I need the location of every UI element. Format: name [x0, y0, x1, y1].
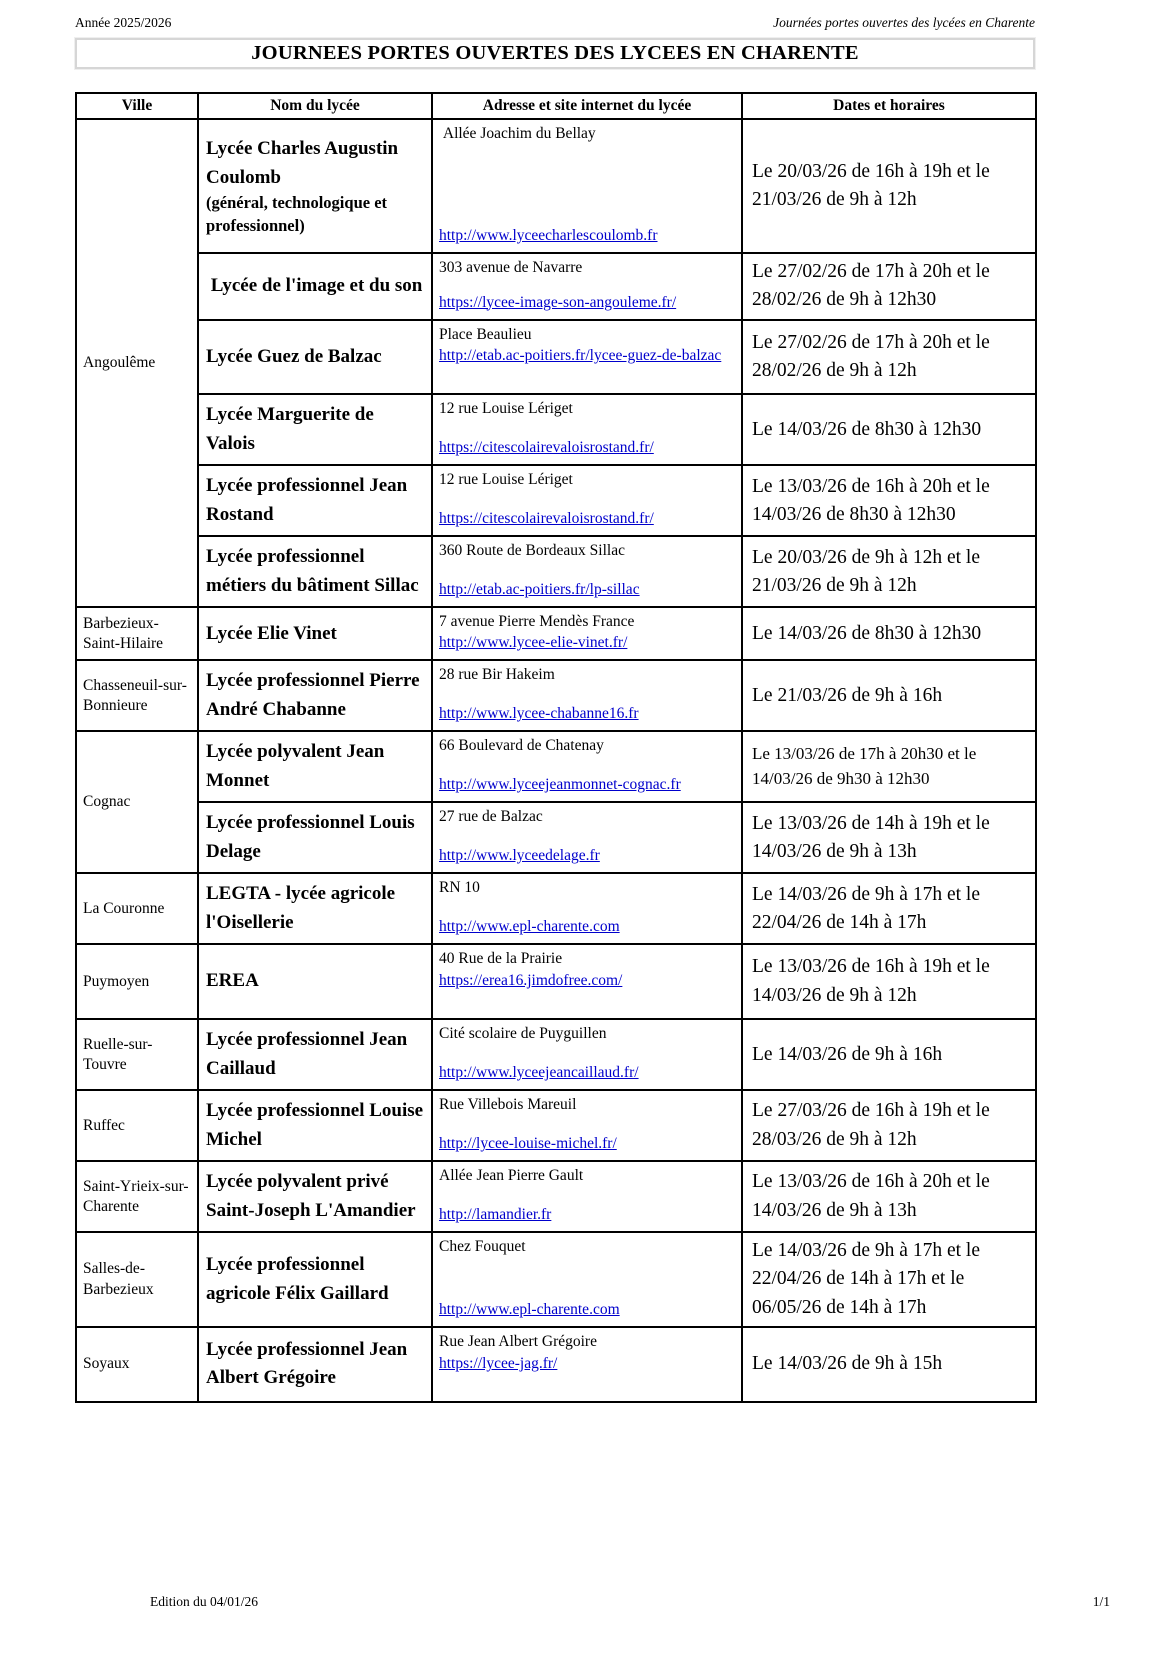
lycee-name: LEGTA - lycée agricole l'Oisellerie [206, 883, 396, 933]
ville-cell: Cognac [76, 731, 198, 873]
school-year-label: Année 2025/2026 [75, 15, 172, 30]
address-line: Rue Jean Albert Grégoire [439, 1332, 597, 1350]
website-link[interactable]: http://www.epl-charente.com [439, 918, 620, 936]
page-footer [150, 1594, 1110, 1610]
lycee-name: Lycée professionnel agricole Félix Gaillard [206, 1254, 389, 1304]
dates-cell: Le 14/03/26 de 9h à 17h et le 22/04/26 de 14h à 17h et le 06/05/26 de 14h à 17h [742, 1232, 1036, 1327]
lycee-name: Lycée de l'image et du son [206, 275, 423, 297]
lycee-name-cell [198, 465, 432, 536]
table-row [76, 253, 1036, 320]
address-cell [432, 253, 742, 320]
table-row [76, 660, 1036, 731]
address-cell [432, 536, 742, 607]
dates-cell: Le 14/03/26 de 9h à 16h [742, 1019, 1036, 1090]
website-link[interactable]: http://www.lyceedelage.fr [439, 847, 600, 865]
website-link[interactable]: http://etab.ac-poitiers.fr/lp-sillac [439, 581, 640, 599]
address-cell [432, 1090, 742, 1161]
address-line: 303 avenue de Navarre [439, 259, 583, 276]
page-title: JOURNEES PORTES OUVERTES DES LYCEES EN CHARENTE [251, 42, 859, 64]
website-link[interactable]: http://etab.ac-poitiers.fr/lycee-guez-de-balzac [439, 347, 722, 365]
col-header-adresse: Adresse et site internet du lycée [432, 93, 742, 119]
lycee-name-cell [198, 1232, 432, 1327]
table-row [76, 320, 1036, 395]
running-title: Journées portes ouvertes des lycées en Charente [773, 15, 1035, 30]
ville-cell: Puymoyen [76, 944, 198, 1019]
address-line: Cité scolaire de Puyguillen [439, 1025, 607, 1043]
ville-cell: Angoulême [76, 119, 198, 607]
website-link[interactable]: https://lycee-image-son-angouleme.fr/ [439, 293, 677, 311]
lycee-name-cell [198, 536, 432, 607]
document-page [75, 0, 1110, 1609]
dates-cell: Le 13/03/26 de 16h à 20h et le 14/03/26 de 9h à 13h [742, 1161, 1036, 1232]
website-link[interactable]: http://www.lycee-chabanne16.fr [439, 705, 639, 723]
website-link[interactable]: https://citescolairevaloisrostand.fr/ [439, 439, 654, 457]
ville-cell: La Couronne [76, 873, 198, 944]
dates-cell: Le 13/03/26 de 17h à 20h30 et le 14/03/26 de 9h30 à 12h30 [742, 731, 1036, 802]
table-row [76, 465, 1036, 536]
table-row [76, 1327, 1036, 1402]
dates-cell: Le 13/03/26 de 14h à 19h et le 14/03/26 de 9h à 13h [742, 802, 1036, 873]
dates-cell: Le 14/03/26 de 8h30 à 12h30 [742, 607, 1036, 660]
website-link[interactable]: https://lycee-jag.fr/ [439, 1354, 558, 1372]
website-link[interactable]: http://lamandier.fr [439, 1206, 552, 1224]
website-link[interactable]: https://citescolairevaloisrostand.fr/ [439, 510, 654, 528]
dates-cell: Le 21/03/26 de 9h à 16h [742, 660, 1036, 731]
address-line: 66 Boulevard de Chatenay [439, 737, 604, 755]
dates-cell: Le 20/03/26 de 16h à 19h et le 21/03/26 de 9h à 12h [742, 119, 1036, 253]
address-cell [432, 394, 742, 465]
address-line: 40 Rue de la Prairie [439, 950, 563, 968]
table-row [76, 607, 1036, 660]
title-box [75, 38, 1035, 69]
lycee-name: Lycée polyvalent Jean Monnet [206, 741, 385, 791]
lycee-name: Lycée Elie Vinet [206, 622, 337, 644]
address-line: Chez Fouquet [439, 1238, 526, 1256]
dates-cell: Le 14/03/26 de 8h30 à 12h30 [742, 394, 1036, 465]
lycee-name: EREA [206, 970, 259, 992]
address-line: 360 Route de Bordeaux Sillac [439, 542, 625, 560]
website-link[interactable]: http://www.epl-charente.com [439, 1301, 620, 1319]
table-header-row [76, 93, 1036, 119]
edition-date: Edition du 04/01/26 [150, 1594, 258, 1609]
ville-cell: Saint-Yrieix-sur-Charente [76, 1161, 198, 1232]
lycee-name: Lycée Guez de Balzac [206, 345, 382, 367]
dates-cell: Le 27/02/26 de 17h à 20h et le 28/02/26 de 9h à 12h30 [742, 253, 1036, 320]
address-cell [432, 802, 742, 873]
table-row [76, 1019, 1036, 1090]
ville-cell: Ruffec [76, 1090, 198, 1161]
lycee-name-cell [198, 320, 432, 395]
page-header [75, 15, 1035, 31]
ville-cell: Barbezieux-Saint-Hilaire [76, 607, 198, 660]
address-line: 12 rue Louise Lériget [439, 471, 573, 489]
address-cell [432, 320, 742, 395]
address-line: RN 10 [439, 879, 480, 897]
lycee-name-cell [198, 253, 432, 320]
address-cell [432, 1019, 742, 1090]
col-header-ville: Ville [76, 93, 198, 119]
table-body [76, 119, 1036, 1402]
address-cell [432, 607, 742, 660]
lycee-name-cell [198, 660, 432, 731]
table-row [76, 1232, 1036, 1327]
address-cell [432, 1161, 742, 1232]
address-line: Rue Villebois Mareuil [439, 1096, 577, 1114]
lycee-name: Lycée professionnel Jean Albert Grégoire [206, 1338, 408, 1389]
address-cell [432, 944, 742, 1019]
lycee-name-cell [198, 731, 432, 802]
lycee-name: Lycée polyvalent privé Saint-Joseph L'Amandier [206, 1171, 416, 1221]
lycee-name-cell [198, 607, 432, 660]
lycee-name-cell [198, 802, 432, 873]
website-link[interactable]: https://erea16.jimdofree.com/ [439, 972, 623, 990]
col-header-dates: Dates et horaires [742, 93, 1036, 119]
website-link[interactable]: http://www.lyceejeancaillaud.fr/ [439, 1064, 639, 1082]
address-line: 27 rue de Balzac [439, 808, 543, 826]
address-cell [432, 465, 742, 536]
lycee-name: Lycée Marguerite de Valois [206, 404, 374, 454]
address-cell [432, 1327, 742, 1402]
dates-cell: Le 13/03/26 de 16h à 19h et le 14/03/26 de 9h à 12h [742, 944, 1036, 1019]
lycee-name-cell [198, 394, 432, 465]
lycee-name-cell [198, 1161, 432, 1232]
lycee-name: Lycée Charles Augustin Coulomb [206, 138, 399, 188]
address-line: 28 rue Bir Hakeim [439, 666, 555, 684]
lycee-name: Lycée professionnel métiers du bâtiment Sillac [206, 546, 419, 596]
website-link[interactable]: http://www.lycee-elie-vinet.fr/ [439, 634, 628, 652]
lycee-name-cell [198, 1090, 432, 1161]
website-link[interactable]: http://www.lyceejeanmonnet-cognac.fr [439, 776, 681, 794]
open-days-table [75, 92, 1037, 1403]
lycee-name: Lycée professionnel Jean Rostand [206, 475, 408, 525]
dates-cell: Le 13/03/26 de 16h à 20h et le 14/03/26 de 8h30 à 12h30 [742, 465, 1036, 536]
lycee-name-cell [198, 1327, 432, 1402]
table-row [76, 1090, 1036, 1161]
table-row [76, 536, 1036, 607]
lycee-name-cell [198, 873, 432, 944]
page-number: 1/1 [1092, 1594, 1110, 1609]
address-line: Allée Jean Pierre Gault [439, 1167, 584, 1185]
dates-cell: Le 20/03/26 de 9h à 12h et le 21/03/26 de 9h à 12h [742, 536, 1036, 607]
ville-cell: Soyaux [76, 1327, 198, 1402]
lycee-name: Lycée professionnel Louise Michel [206, 1100, 424, 1150]
table-row [76, 731, 1036, 802]
ville-cell: Chasseneuil-sur-Bonnieure [76, 660, 198, 731]
dates-cell: Le 14/03/26 de 9h à 15h [742, 1327, 1036, 1402]
address-cell [432, 660, 742, 731]
table-row [76, 119, 1036, 253]
lycee-name: Lycée professionnel Louis Delage [206, 812, 415, 862]
website-link[interactable]: http://www.lyceecharlescoulomb.fr [439, 227, 658, 245]
table-row [76, 873, 1036, 944]
ville-cell: Ruelle-sur-Touvre [76, 1019, 198, 1090]
lycee-name-cell [198, 119, 432, 253]
lycee-name: Lycée professionnel Pierre André Chabanne [206, 670, 420, 720]
lycee-name-cell [198, 944, 432, 1019]
col-header-nom: Nom du lycée [198, 93, 432, 119]
website-link[interactable]: http://lycee-louise-michel.fr/ [439, 1135, 617, 1153]
address-cell [432, 119, 742, 253]
table-row [76, 802, 1036, 873]
address-cell [432, 873, 742, 944]
lycee-name: Lycée professionnel Jean Caillaud [206, 1029, 408, 1079]
table-header [76, 93, 1036, 119]
table-row [76, 944, 1036, 1019]
table-row [76, 1161, 1036, 1232]
address-cell [432, 1232, 742, 1327]
address-cell [432, 731, 742, 802]
dates-cell: Le 27/02/26 de 17h à 20h et le 28/02/26 de 9h à 12h [742, 320, 1036, 395]
table-row [76, 394, 1036, 465]
lycee-name-note: (général, technologique et professionnel) [206, 193, 388, 235]
dates-cell: Le 14/03/26 de 9h à 17h et le 22/04/26 de 14h à 17h [742, 873, 1036, 944]
ville-cell: Salles-de-Barbezieux [76, 1232, 198, 1327]
dates-cell: Le 27/03/26 de 16h à 19h et le 28/03/26 de 9h à 12h [742, 1090, 1036, 1161]
address-line: 7 avenue Pierre Mendès France [439, 613, 635, 631]
lycee-name-cell [198, 1019, 432, 1090]
address-line: Allée Joachim du Bellay [439, 125, 596, 142]
address-line: Place Beaulieu [439, 325, 532, 343]
address-line: 12 rue Louise Lériget [439, 400, 573, 418]
